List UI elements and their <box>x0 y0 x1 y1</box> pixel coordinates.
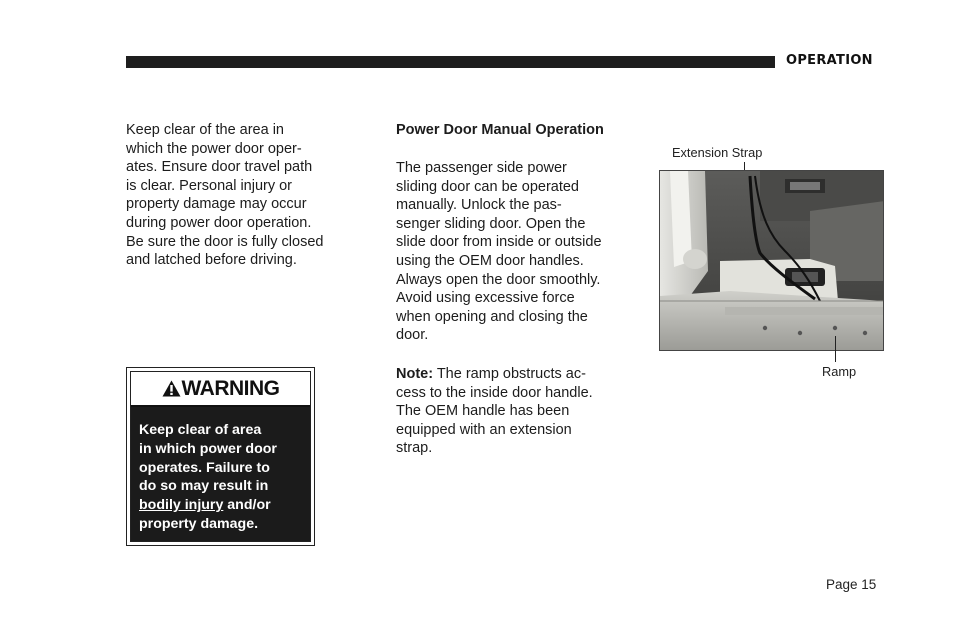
text-line: door. <box>396 327 429 344</box>
text-line: and latched before driving. <box>126 252 297 269</box>
text-line: during power door operation. <box>126 214 312 231</box>
warning-message <box>131 407 310 541</box>
section-heading: Power Door Manual Operation <box>396 122 604 138</box>
text-line: Avoid using excessive force <box>396 290 575 307</box>
warning-triangle-icon <box>162 380 181 397</box>
warning-line: operates. Failure to <box>139 459 270 476</box>
caution-paragraph <box>126 121 323 270</box>
warning-frame <box>130 371 311 542</box>
warning-line: do so may result in <box>139 478 269 495</box>
instructions-paragraph <box>396 159 602 345</box>
text-line: manually. Unlock the pas- <box>396 197 562 214</box>
door-photo-illustration <box>660 171 884 351</box>
warning-line <box>139 496 310 515</box>
warning-line: in which power door <box>139 440 277 457</box>
text-line: cess to the inside door handle. <box>396 384 593 401</box>
figure-caption-ramp: Ramp <box>822 364 857 379</box>
header-rule <box>126 56 775 68</box>
text-line: sliding door can be operated <box>396 178 579 195</box>
door-photo <box>659 170 884 351</box>
figure-caption-strap: Extension Strap <box>672 145 763 160</box>
warning-box <box>126 367 315 546</box>
text-line: slide door from inside or outside <box>396 234 602 251</box>
text-line: The OEM handle has been <box>396 403 570 420</box>
warning-header <box>131 372 310 407</box>
text-line: which the power door oper- <box>126 140 302 157</box>
text-line: Always open the door smoothly. <box>396 271 601 288</box>
note-paragraph <box>396 365 593 458</box>
note-text: The ramp obstructs ac- <box>433 366 586 382</box>
page-number: Page 15 <box>826 577 877 592</box>
warning-line: Keep clear of area <box>139 422 262 438</box>
warning-title: WARNING <box>181 376 280 400</box>
text-line: senger sliding door. Open the <box>396 215 586 232</box>
text-line: Keep clear of the area in <box>126 122 284 138</box>
section-title: OPERATION <box>786 53 873 68</box>
text-line: when opening and closing the <box>396 308 588 325</box>
note-label: Note: <box>396 366 434 382</box>
text-line: property damage may occur <box>126 196 307 213</box>
text-line: is clear. Personal injury or <box>126 177 293 194</box>
ramp-leader-line <box>835 336 836 362</box>
text-line: strap. <box>396 440 433 457</box>
text-line: Be sure the door is fully closed <box>126 233 324 250</box>
warning-line: property damage. <box>139 515 259 532</box>
text-line <box>396 365 593 384</box>
text-line: equipped with an extension <box>396 421 572 438</box>
text-line: The passenger side power <box>396 160 567 176</box>
text-line: ates. Ensure door travel path <box>126 159 313 176</box>
underlined-phrase: bodily injury <box>139 497 224 514</box>
text-line: using the OEM door handles. <box>396 252 584 269</box>
warning-line-rest: and/or <box>223 497 271 514</box>
